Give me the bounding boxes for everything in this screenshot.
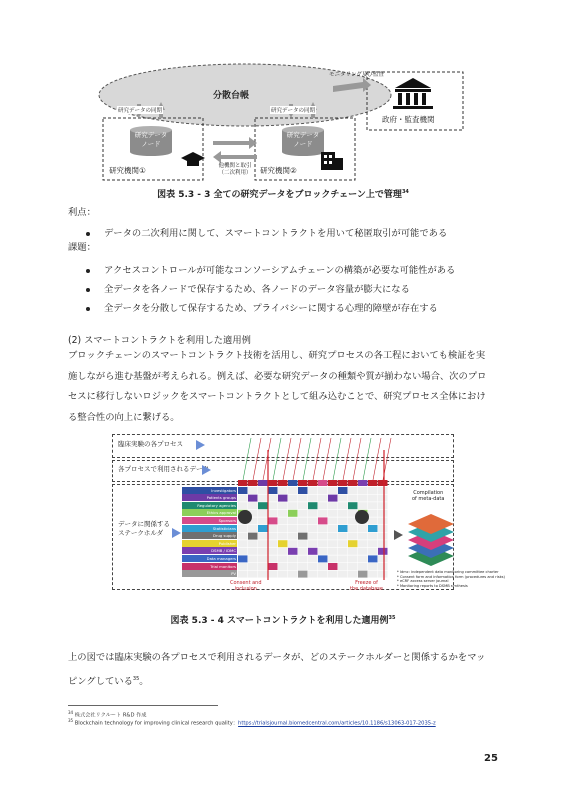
matrix-cell: [318, 563, 328, 570]
matrix-cell: [278, 563, 288, 570]
ledger-label: 分散台帳: [213, 91, 250, 101]
matrix-cell: [278, 571, 288, 578]
matrix-cell: [238, 555, 248, 562]
stakeholder-label: Sponsors: [182, 517, 237, 524]
matrix-cell: [328, 533, 338, 540]
section2-paragraph: [68, 346, 500, 428]
matrix-cell: [358, 571, 368, 578]
matrix-cell: [238, 540, 248, 547]
figure2-caption: [0, 613, 566, 626]
consent-label: Consent and inclusion: [230, 580, 262, 592]
matrix-cell: [358, 533, 368, 540]
matrix-cell: [288, 510, 298, 517]
matrix-cell: [348, 525, 358, 532]
matrix-cell: [268, 517, 278, 524]
matrix-cell: [278, 540, 288, 547]
matrix-cell: [328, 510, 338, 517]
sync-label-right: 研究データの同期: [271, 108, 316, 114]
matrix-cell: [328, 502, 338, 509]
footnote-text: 株式会社リクルート R&D 作成: [74, 712, 147, 719]
gov-label: 政府・監査機関: [382, 115, 435, 124]
section2-line: セスに移行しないロジックをスマートコントラクトとして組み込むことで、研究プロセス全体におけ: [68, 391, 486, 402]
section2-line: る整合性の向上に繋げる。: [68, 411, 180, 423]
matrix-cell: [288, 533, 298, 540]
footnote-35: [68, 718, 436, 727]
stakeholder-label: PV: [182, 570, 237, 577]
matrix-cell: [258, 533, 268, 540]
matrix-cell: [238, 502, 248, 509]
bullet-dot: [86, 269, 90, 273]
stakeholder-label: Regulatory agencies: [182, 502, 237, 509]
matrix-cell: [338, 525, 348, 532]
org-label-left: 研究機関①: [109, 166, 146, 175]
matrix-cell: [348, 571, 358, 578]
matrix-cell: [248, 487, 258, 494]
matrix-header-cell: [308, 480, 318, 486]
matrix-cell: [268, 563, 278, 570]
figure1-caption-footnote-ref: 34: [401, 189, 409, 195]
matrix-cell: [308, 540, 318, 547]
matrix-cell: [318, 502, 328, 509]
matrix-header-cell: [258, 480, 268, 486]
matrix-cell: [288, 563, 298, 570]
matrix-header-cell: [338, 480, 348, 486]
matrix-cell: [368, 502, 378, 509]
process-divider-line: [293, 438, 301, 480]
matrix-cell: [368, 525, 378, 532]
section2-line: ブロックチェーンのスマートコントラクト技術を活用し、研究プロセスの各工程においても検証を実: [68, 350, 486, 361]
matrix-cell: [368, 563, 378, 570]
matrix-cell: [268, 495, 278, 502]
stakeholder-label: Publisher: [182, 540, 237, 547]
figure-smart-contract: [112, 430, 505, 602]
stakeholder-label: Ethics approval: [182, 509, 237, 516]
matrix-cell: [298, 548, 308, 555]
bullet-dot: [86, 307, 90, 311]
matrix-header-cell: [368, 480, 378, 486]
matrix-cell: [378, 495, 388, 502]
matrix-cell: [248, 548, 258, 555]
matrix-cell: [258, 540, 268, 547]
matrix-cell: [338, 502, 348, 509]
matrix-cell: [298, 517, 308, 524]
matrix-cell: [278, 533, 288, 540]
matrix-cell: [248, 502, 258, 509]
matrix-cell: [328, 495, 338, 502]
figure2-caption-text: 図表 5.3 - 4 スマートコントラクトを利用した適用例: [170, 616, 389, 626]
matrix-cell: [248, 563, 258, 570]
matrix-cell: [308, 525, 318, 532]
matrix-cell: [318, 517, 328, 524]
bullet-dot: [86, 288, 90, 292]
matrix-cell: [258, 563, 268, 570]
matrix-cell: [298, 563, 308, 570]
building-icon: [321, 152, 343, 170]
process-divider-line: [283, 438, 291, 480]
matrix-cell: [318, 548, 328, 555]
closing-line2-text: ピングしている: [68, 675, 133, 687]
sync-label-left: 研究データの同期: [118, 108, 163, 114]
matrix-cell: [268, 571, 278, 578]
matrix-cell: [368, 533, 378, 540]
exchange-label-line2: （二次利用）: [218, 170, 252, 176]
matrix-cell: [258, 495, 268, 502]
process-divider-line: [343, 438, 351, 480]
footnote-separator: [68, 705, 218, 706]
matrix-cell: [358, 495, 368, 502]
matrix-cell: [358, 563, 368, 570]
closing-line: [68, 669, 500, 693]
matrix-cell: [328, 517, 338, 524]
matrix-cell: [378, 563, 388, 570]
matrix-cell: [298, 525, 308, 532]
stakeholder-label: Statisticians: [182, 525, 237, 532]
matrix-cell: [338, 563, 348, 570]
matrix-cell: [278, 555, 288, 562]
matrix-cell: [278, 525, 288, 532]
lock-icon: [355, 510, 369, 524]
process-divider-line: [253, 438, 261, 480]
matrix-header-cell: [378, 480, 388, 486]
legend: [397, 570, 505, 588]
matrix-cell: [268, 525, 278, 532]
matrix-cell: [308, 555, 318, 562]
benefit-item: [86, 225, 447, 239]
process-divider-line: [273, 438, 281, 480]
exchange-label-line1: 他機関と取引: [218, 163, 252, 169]
page-number: 25: [484, 753, 498, 764]
legend-line: * Consent form and information form (procedures and risks): [397, 574, 505, 579]
process-divider-line: [303, 438, 311, 480]
matrix-cell: [298, 555, 308, 562]
matrix-cell: [288, 548, 298, 555]
matrix-cell: [238, 525, 248, 532]
matrix-cell: [328, 487, 338, 494]
closing-paragraph: [68, 648, 500, 692]
closing-footnote-ref: 35: [132, 675, 140, 682]
matrix-cell: [358, 525, 368, 532]
matrix-cell: [258, 487, 268, 494]
process-divider-line: [333, 438, 341, 480]
matrix-cell: [278, 517, 288, 524]
matrix-cell: [338, 540, 348, 547]
matrix-cell: [308, 563, 318, 570]
matrix-cell: [268, 540, 278, 547]
issue-item: [86, 262, 455, 276]
matrix-cell: [278, 495, 288, 502]
matrix-cell: [328, 540, 338, 547]
stakeholder-label: DSMB / IDMC: [182, 547, 237, 554]
matrix-cell: [368, 510, 378, 517]
matrix-cell: [318, 555, 328, 562]
footnote-number: 34: [68, 710, 74, 715]
matrix-header-cell: [298, 480, 308, 486]
legend-line: * Idmc: independent data monitoring committee charter: [397, 570, 499, 574]
matrix-cell: [308, 502, 318, 509]
matrix-cell: [378, 510, 388, 517]
matrix-header-cell: [278, 480, 288, 486]
matrix-cell: [328, 571, 338, 578]
closing-line2-end: 。: [139, 675, 149, 687]
process-divider-line: [373, 438, 381, 480]
matrix-cell: [378, 571, 388, 578]
bullet-dot: [86, 232, 90, 236]
matrix-header-cell: [268, 480, 278, 486]
matrix-cell: [258, 548, 268, 555]
matrix-cell: [268, 510, 278, 517]
process-divider-line: [313, 438, 321, 480]
node-label-left: 研究データ ノード: [134, 131, 168, 148]
matrix-cell: [358, 540, 368, 547]
matrix-cell: [258, 517, 268, 524]
monitor-label: モニタリング及び監査: [329, 72, 384, 78]
matrix-cell: [238, 571, 248, 578]
figure2-caption-footnote-ref: 35: [388, 615, 396, 621]
matrix-header-cell: [248, 480, 258, 486]
matrix-cell: [318, 533, 328, 540]
matrix-cell: [308, 487, 318, 494]
stakeholder-label: Data managers: [182, 555, 237, 562]
matrix-cell: [348, 540, 358, 547]
matrix-cell: [348, 563, 358, 570]
matrix-cell: [368, 517, 378, 524]
matrix-cell: [338, 517, 348, 524]
process-divider-line: [353, 438, 361, 480]
matrix-cell: [358, 502, 368, 509]
compilation-label: Compilation of meta-data: [412, 490, 445, 502]
matrix-cell: [378, 487, 388, 494]
matrix-header-cell: [238, 480, 248, 486]
matrix-cell: [258, 571, 268, 578]
matrix-cell: [288, 502, 298, 509]
matrix-cell: [338, 548, 348, 555]
matrix-cell: [348, 495, 358, 502]
node-label-right: 研究データ ノード: [286, 131, 320, 148]
matrix-cell: [288, 571, 298, 578]
matrix-cell: [328, 563, 338, 570]
matrix-cell: [378, 555, 388, 562]
matrix-cell: [358, 487, 368, 494]
matrix-cell: [308, 510, 318, 517]
matrix-cell: [308, 571, 318, 578]
government-building-icon: [393, 78, 433, 109]
matrix-cell: [238, 563, 248, 570]
matrix-cell: [368, 548, 378, 555]
matrix-cell: [368, 487, 378, 494]
data-row-label: 各プロセスで利用されるデータ: [118, 465, 209, 473]
matrix-cell: [368, 540, 378, 547]
matrix-cell: [358, 548, 368, 555]
matrix-cell: [288, 495, 298, 502]
matrix-header-cell: [348, 480, 358, 486]
matrix-cell: [248, 533, 258, 540]
issue-item-text: 全データを分散して保存するため、プライバシーに関する心理的障壁が存在する: [104, 303, 438, 314]
matrix-cell: [348, 487, 358, 494]
matrix-cell: [308, 533, 318, 540]
matrix-cell: [308, 517, 318, 524]
process-divider-line: [323, 438, 331, 480]
matrix-header-cell: [358, 480, 368, 486]
matrix-cell: [288, 525, 298, 532]
matrix-cell: [378, 548, 388, 555]
process-divider-line: [263, 438, 271, 480]
matrix-cell: [298, 540, 308, 547]
matrix-cell: [328, 548, 338, 555]
matrix-cell: [338, 495, 348, 502]
matrix-header-cell: [328, 480, 338, 486]
matrix-cell: [298, 495, 308, 502]
matrix-cell: [248, 571, 258, 578]
matrix-cell: [258, 525, 268, 532]
org-label-right: 研究機関②: [260, 166, 297, 175]
exchange-label: [209, 163, 261, 177]
matrix-cell: [318, 495, 328, 502]
matrix-cell: [358, 555, 368, 562]
benefit-item-text: データの二次利用に関して、スマートコントラクトを用いて秘匿取引が可能である: [104, 228, 448, 239]
matrix-header-cell: [288, 480, 298, 486]
matrix-cell: [338, 533, 348, 540]
matrix-cell: [338, 487, 348, 494]
matrix-cell: [278, 487, 288, 494]
closing-line: 上の図では臨床実験の各プロセスで利用されるデータが、どのステークホルダーと関係するかをマッ: [68, 652, 486, 663]
matrix-cell: [288, 487, 298, 494]
matrix-cell: [278, 548, 288, 555]
matrix-cell: [378, 525, 388, 532]
matrix-cell: [338, 510, 348, 517]
matrix-cell: [248, 540, 258, 547]
figure1-caption: [0, 187, 566, 200]
stakeholder-label: Investigators: [182, 487, 237, 494]
matrix-cell: [338, 555, 348, 562]
section2-line: 施しながら進む基盤が考えられる。例えば、必要な研究データの種類や質が揃わない場合、次のプロ: [68, 370, 487, 382]
matrix-cell: [278, 510, 288, 517]
matrix-cell: [338, 571, 348, 578]
matrix-cell: [288, 555, 298, 562]
issue-item: [86, 281, 410, 295]
matrix-cell: [258, 555, 268, 562]
matrix-cell: [268, 502, 278, 509]
process-divider-line: [363, 438, 371, 480]
matrix-cell: [268, 487, 278, 494]
matrix-cell: [298, 502, 308, 509]
matrix-cell: [248, 525, 258, 532]
matrix-cell: [348, 555, 358, 562]
matrix-cell: [348, 548, 358, 555]
matrix-cell: [238, 533, 248, 540]
matrix-cell: [378, 517, 388, 524]
legend-line: * eCRF access server journal: [397, 579, 449, 584]
matrix-cell: [298, 571, 308, 578]
matrix-cell: [318, 571, 328, 578]
arrow-right-icon: [394, 530, 403, 540]
matrix-cell: [258, 502, 268, 509]
matrix-cell: [368, 495, 378, 502]
figure-blockchain-all-data: [95, 52, 475, 192]
matrix-cell: [378, 533, 388, 540]
section2-heading: (2) スマートコントラクトを利用した適用例: [68, 335, 251, 346]
matrix-cell: [318, 510, 328, 517]
matrix-cell: [368, 571, 378, 578]
process-divider-line: [243, 438, 251, 480]
matrix-cell: [288, 540, 298, 547]
process-row-label: 臨床実験の各プロセス: [118, 440, 183, 448]
matrix-cell: [288, 517, 298, 524]
matrix-cell: [318, 525, 328, 532]
stakeholder-label: Trial monitors: [182, 563, 237, 570]
matrix-header-cell: [318, 480, 328, 486]
matrix-cell: [248, 495, 258, 502]
matrix-cell: [308, 548, 318, 555]
matrix-cell: [238, 495, 248, 502]
matrix-cell: [328, 555, 338, 562]
metadata-stack-icon: [406, 506, 456, 566]
matrix-cell: [268, 533, 278, 540]
benefits-heading: 利点：: [68, 207, 96, 218]
stakeholder-label: Patients groups: [182, 494, 237, 501]
figure1-caption-text: 図表 5.3 - 3 全ての研究データをブロックチェーン上で管理: [157, 190, 402, 200]
matrix-cell: [368, 555, 378, 562]
matrix-cell: [238, 548, 248, 555]
stakeholder-label: Drug supply: [182, 532, 237, 539]
matrix-cell: [258, 510, 268, 517]
matrix-cell: [318, 540, 328, 547]
matrix-cell: [378, 502, 388, 509]
issue-item-text: アクセスコントロールが可能なコンソーシアムチェーンの構築が必要な可能性がある: [104, 265, 456, 276]
matrix-cell: [298, 487, 308, 494]
stakeholder-side-label: データに関係する ステークホルダ: [118, 520, 170, 537]
lock-icon: [238, 510, 252, 524]
matrix-cell: [318, 487, 328, 494]
matrix-cell: [308, 495, 318, 502]
footnote-link[interactable]: https://trialsjournal.biomedcentral.com/articles/10.1186/s13063-017-2035-z: [238, 720, 436, 727]
footnote-number: 35: [68, 718, 74, 723]
stakeholder-labels: [182, 430, 238, 602]
matrix-cell: [298, 510, 308, 517]
issue-item-text: 全データを各ノードで保存するため、各ノードのデータ容量が膨大になる: [104, 284, 410, 295]
issues-heading: 課題：: [68, 242, 96, 253]
matrix-cell: [378, 540, 388, 547]
freeze-label: Freeze of the database: [350, 580, 383, 592]
footnote-text: Blockchain technology for improving clinical research quality：: [74, 720, 239, 727]
issue-item: [86, 300, 438, 314]
matrix-cell: [268, 555, 278, 562]
matrix-cell: [298, 533, 308, 540]
matrix-cell: [328, 525, 338, 532]
matrix-cell: [348, 533, 358, 540]
matrix-cell: [238, 487, 248, 494]
matrix-cell: [278, 502, 288, 509]
matrix-cell: [248, 555, 258, 562]
matrix-cell: [268, 548, 278, 555]
graduation-cap-icon: [181, 152, 205, 166]
matrix-cell: [348, 502, 358, 509]
legend-line: * Monitoring reports to DSMB synthesis: [397, 583, 468, 588]
